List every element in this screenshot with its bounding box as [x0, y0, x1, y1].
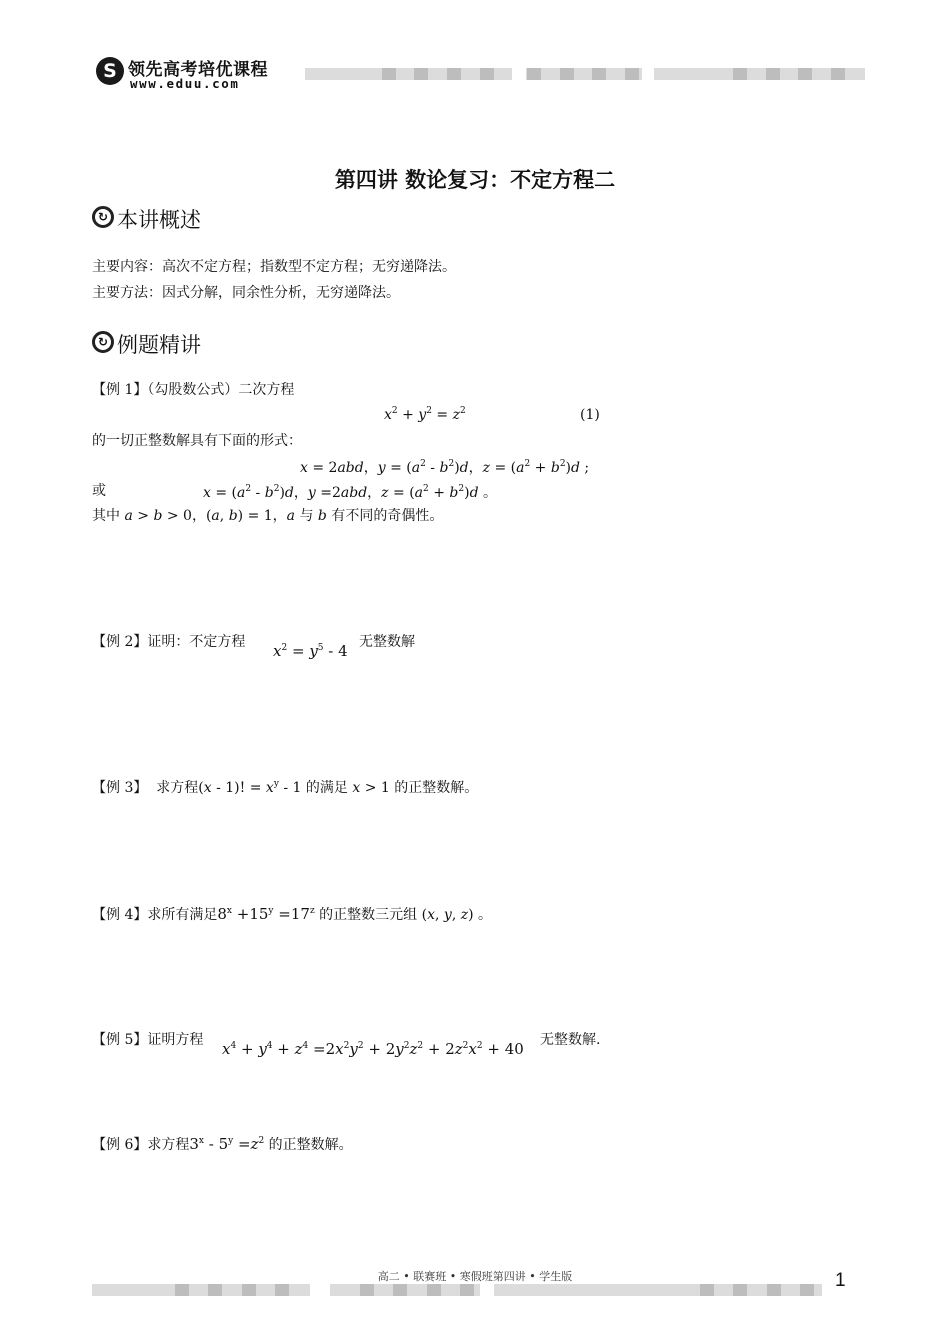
section-heading-overview: 本讲概述	[117, 208, 201, 232]
example-1-line2: 的一切正整数解具有下面的形式：	[92, 433, 302, 449]
logo-text: 领先高考培优课程	[128, 60, 268, 80]
example-4: 【例 4】求所有满足$8^x +15^y =17^z$ 的正整数三元组 (x, y, z) 。	[92, 905, 493, 923]
example-text: （勾股数公式）二次方程	[147, 382, 295, 398]
logo-url: www.eduu.com	[130, 76, 240, 91]
example-3: 【例 3】 求方程(x - 1)! = $x^y - 1$ 的满足 x > 1 的正整数解。	[92, 779, 479, 796]
page-title: 第四讲 数论复习：不定方程二	[334, 167, 616, 192]
solution-form-1: x = 2abd，$y = (a^2 - b^2)d$，$z = (a^2 + b^2)d$ ;	[300, 459, 590, 476]
example-2-post: 无整数解	[359, 634, 415, 650]
example-1-heading	[92, 380, 294, 400]
section-heading-examples: 例题精讲	[117, 333, 201, 357]
equation-ex2: $x^2 = y^5 - 4$	[273, 642, 348, 660]
or-text: 或	[92, 483, 106, 499]
equation-pythagorean: $x^2 + y^2 = z^2$	[384, 406, 466, 423]
solution-form-2: $x = (a^2 - b^2)d$，y =2abd，$z = (a^2 + b^2)d$ 。	[203, 484, 497, 501]
example-label: 【例 1】	[92, 382, 148, 398]
footer-text: 高二 • 联赛班 • 寒假班第四讲 • 学生版	[377, 1270, 573, 1283]
equation-ex5: $x^4 + y^4 + z^4 =2x^2y^2 + 2y^2z^2 + 2z^2x^2 + 40$	[222, 1040, 524, 1058]
main-content-line: 主要内容：高次不定方程；指数型不定方程；无穷递降法。	[92, 259, 456, 275]
example-2: 【例 2】证明：不定方程	[92, 634, 246, 650]
example-5: 【例 5】证明方程	[92, 1032, 204, 1048]
equation-number: (1)	[580, 407, 600, 423]
section-refresh-icon: ↻	[92, 331, 114, 353]
example-1-condition: 其中 a > b > 0，(a, b) = 1，a 与 b 有不同的奇偶性。	[92, 508, 444, 524]
section-refresh-icon: ↻	[92, 206, 114, 228]
page-number: 1	[835, 1270, 846, 1291]
main-method-line: 主要方法：因式分解，同余性分析，无穷递降法。	[92, 285, 400, 301]
logo-icon: S	[96, 57, 124, 85]
example-5-post: 无整数解.	[540, 1032, 601, 1048]
example-6: 【例 6】求方程$3^x - 5^y =z^2$ 的正整数解。	[92, 1135, 353, 1153]
